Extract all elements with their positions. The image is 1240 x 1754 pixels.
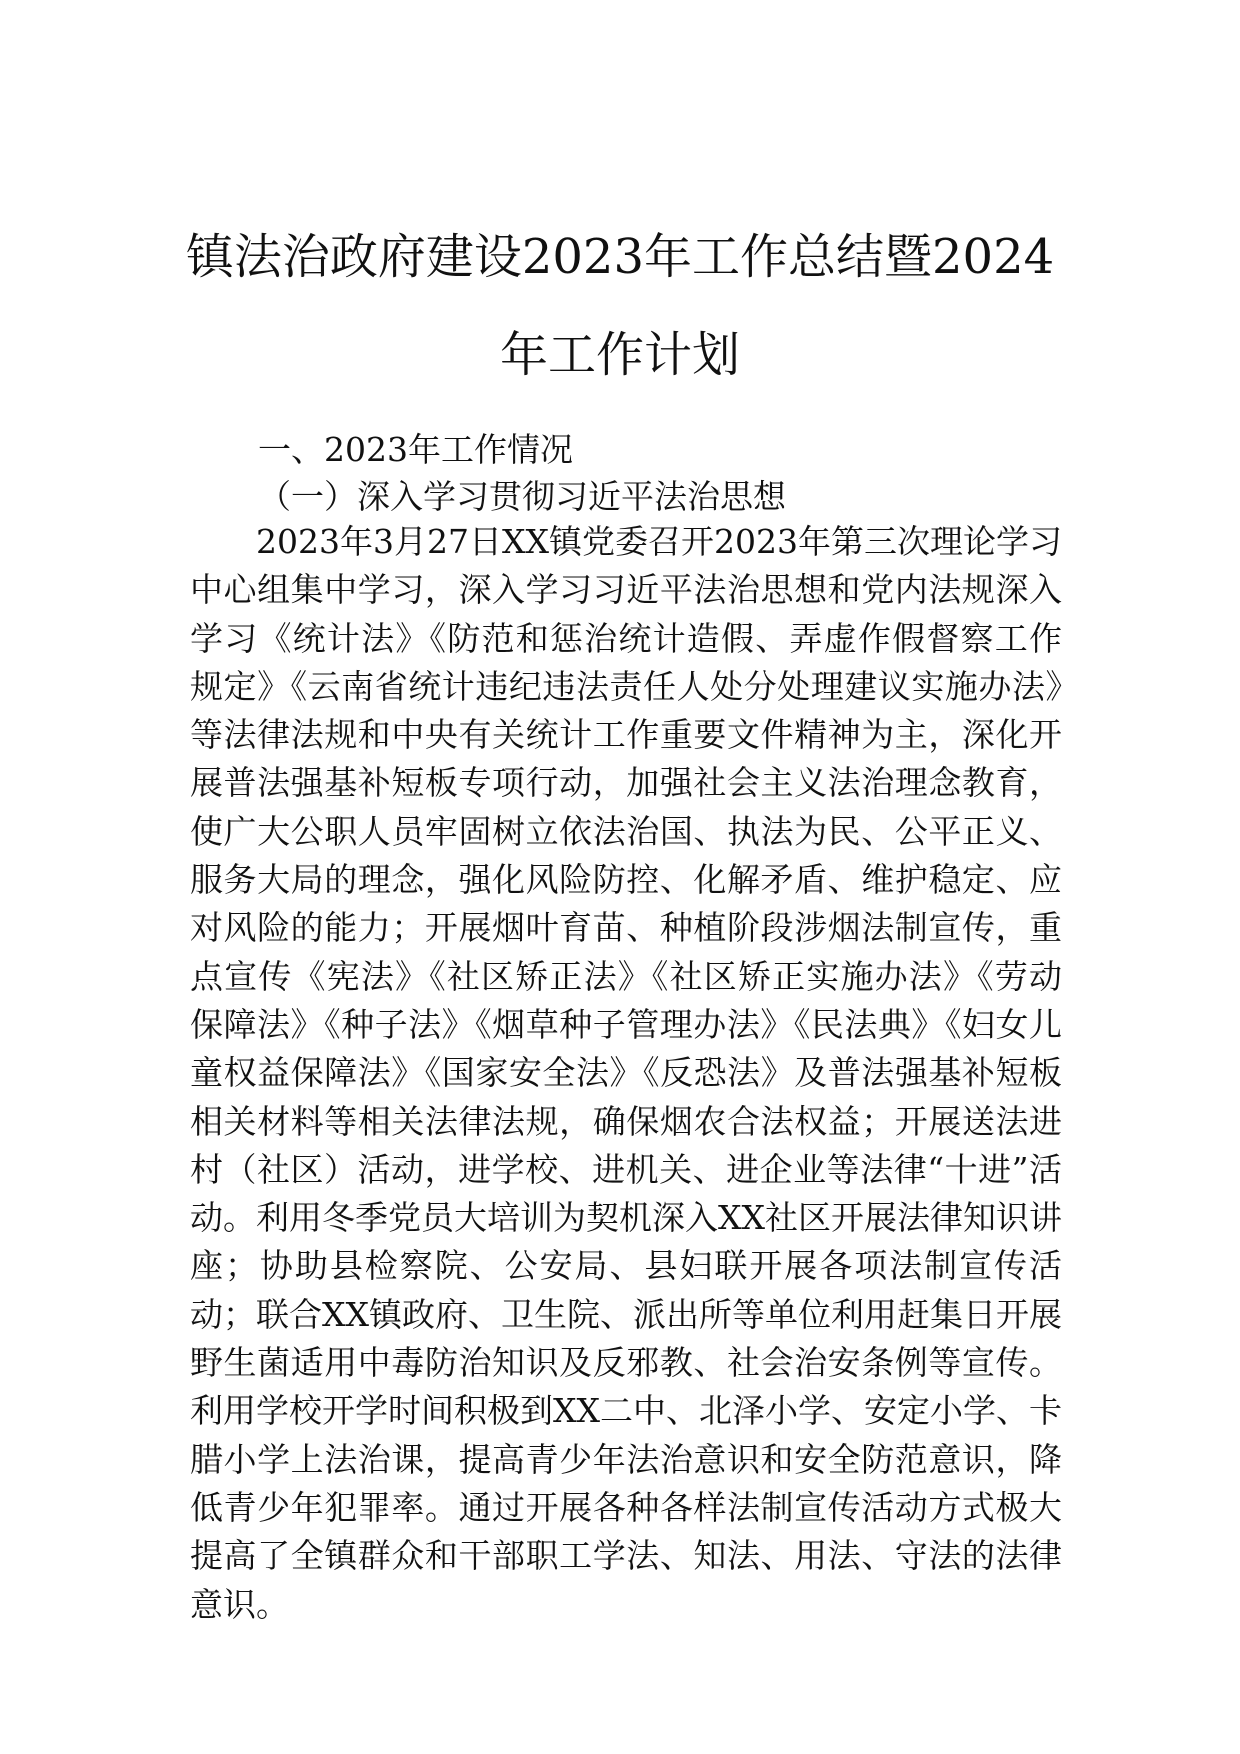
document-title: 镇法治政府建设2023年工作总结暨2024年工作计划 xyxy=(185,229,1055,383)
section-heading-1: 一、2023年工作情况 xyxy=(258,430,573,469)
subsection-heading-1: （一）深入学习贯彻习近平法治思想 xyxy=(258,477,786,516)
body-paragraph-1: 2023年3月27日XX镇党委召开2023年第三次理论学习中心组集中学习，深入学习习近平法治思想和党内法规深入学习《统计法》《防范和惩治统计造假、弄虚作假督察工作规定》《云南省统计违纪违法责任人处分处理建议实施办法》等法律法规和中央有关统计工作重要文件精神为主，深化开展普法强基补短板专项行动，加强社会主义法治理念教育，使广大公职人员牢固树立依法治国、执法为民、公平正义、服务大局的理念，强化风险防控、化解矛盾、维护稳定、应对风险的能力；开展烟叶育苗、种植阶段涉烟法制宣传，重点宣传《宪法》《社区矫正法》《社区矫正实施办法》《劳动保障法》《种子法》《烟草种子管理办法》《民法典》《妇女儿童权益保障法》《国家安全法》《反恐法》及普法强基补短板相关材料等相关法律法规，确保烟农合法权益；开展送法进村（社区）活动，进学校、进机关、进企业等法律“十进”活动。利用冬季党员大培训为契机深入XX社区开展法律知识讲座；协助县检察院、公安局、县妇联开展各项法制宣传活动；联合XX镇政府、卫生院、派出所等单位利用赶集日开展野生菌适用中毒防治知识及反邪教、社会治安条例等宣传。利用学校开学时间积极到XX二中、北泽小学、安定小学、卡腊小学上法治课，提高青少年法治意识和安全防范意识，降低青少年犯罪率。通过开展各种各样法制宣传活动方式极大提高了全镇群众和干部职工学法、知法、用法、守法的法律意识。 xyxy=(190,522,1062,1624)
